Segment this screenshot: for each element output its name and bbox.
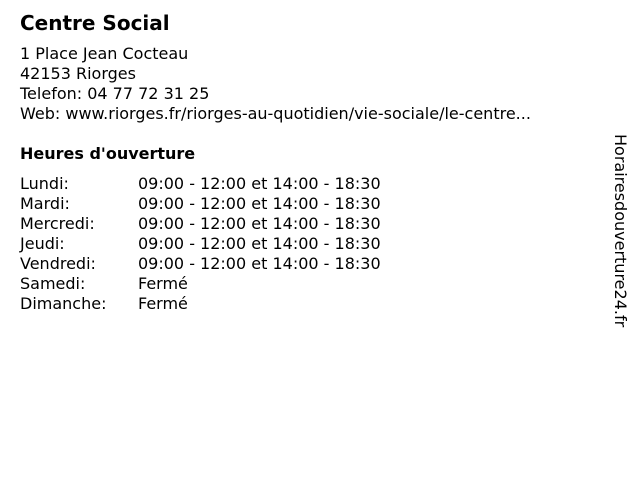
- address-line-2: 42153 Riorges: [20, 64, 136, 83]
- hours-value: 09:00 - 12:00 et 14:00 - 18:30: [138, 174, 381, 193]
- web-line[interactable]: [20, 104, 531, 124]
- site-watermark: Horairesdouverture24.fr: [611, 134, 630, 328]
- opening-hours-title: Heures d'ouverture: [20, 144, 196, 163]
- day-label: Mardi:: [20, 194, 70, 213]
- address-line-1: 1 Place Jean Cocteau: [20, 44, 189, 63]
- hours-value: Fermé: [138, 294, 188, 313]
- day-label: Lundi:: [20, 174, 69, 193]
- phone-line: Telefon: 04 77 72 31 25: [20, 84, 210, 103]
- hours-value: 09:00 - 12:00 et 14:00 - 18:30: [138, 214, 381, 233]
- day-label: Samedi:: [20, 274, 86, 293]
- day-label: Dimanche:: [20, 294, 107, 313]
- website-link[interactable]: Web: www.riorges.fr/riorges-au-quotidien/vie-sociale/le-centre...: [20, 104, 531, 123]
- hours-value: 09:00 - 12:00 et 14:00 - 18:30: [138, 194, 381, 213]
- day-label: Jeudi:: [20, 234, 65, 253]
- day-label: Mercredi:: [20, 214, 95, 233]
- hours-value: 09:00 - 12:00 et 14:00 - 18:30: [138, 254, 381, 273]
- day-label: Vendredi:: [20, 254, 96, 273]
- hours-value: Fermé: [138, 274, 188, 293]
- contact-info: [20, 44, 531, 124]
- hours-value: 09:00 - 12:00 et 14:00 - 18:30: [138, 234, 381, 253]
- business-name: Centre Social: [20, 11, 170, 35]
